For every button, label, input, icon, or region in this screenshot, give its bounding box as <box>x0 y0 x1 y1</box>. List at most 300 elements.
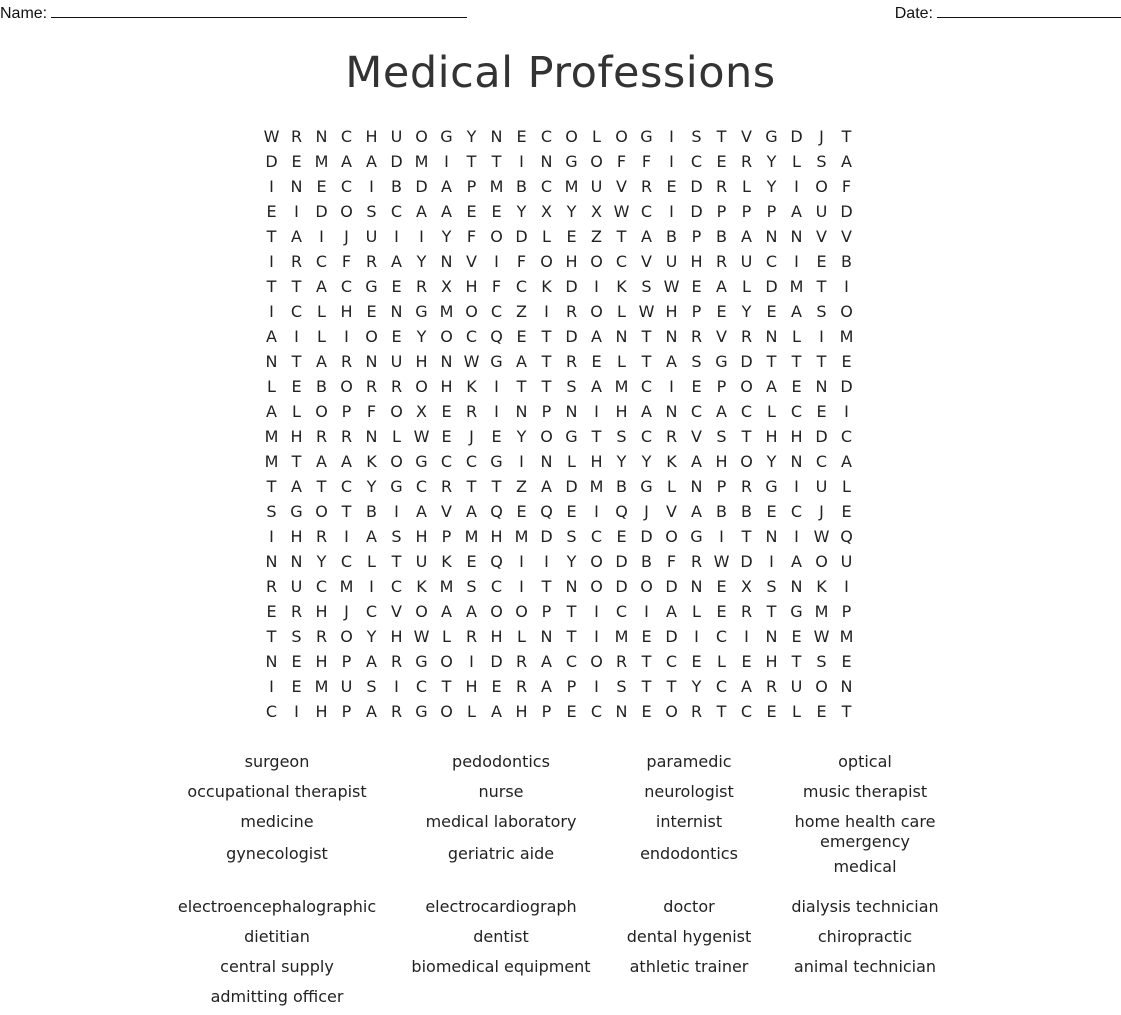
grid-letter: O <box>340 377 353 396</box>
grid-letter: F <box>641 152 652 171</box>
grid-letter: H <box>490 627 503 646</box>
grid-letter: U <box>340 677 353 696</box>
grid-letter: P <box>341 402 352 421</box>
grid-letter: A <box>791 302 802 321</box>
grid-letter: M <box>439 577 454 596</box>
grid-letter: I <box>844 577 849 596</box>
grid-letter: F <box>466 227 477 246</box>
grid-letter: M <box>789 277 804 296</box>
grid-letter: O <box>740 452 753 471</box>
grid-letter: G <box>640 127 653 146</box>
grid-letter: C <box>565 652 578 671</box>
grid-letter: S <box>366 677 377 696</box>
grid-letter: I <box>644 602 649 621</box>
grid-letter: R <box>690 702 703 721</box>
grid-letter: P <box>741 202 752 221</box>
word-list-item: gynecologist <box>226 844 328 863</box>
grid-letter: R <box>340 427 353 446</box>
grid-letter: H <box>790 427 803 446</box>
grid-letter: S <box>816 652 827 671</box>
grid-letter: V <box>666 502 677 521</box>
grid-letter: R <box>390 652 403 671</box>
grid-letter: A <box>741 227 752 246</box>
grid-letter: T <box>566 602 577 621</box>
grid-letter: R <box>515 652 528 671</box>
grid-letter: A <box>691 452 702 471</box>
grid-letter: A <box>766 377 777 396</box>
grid-letter: D <box>815 427 828 446</box>
name-blank-line[interactable] <box>51 3 467 18</box>
word-list-item: athletic trainer <box>629 957 749 976</box>
grid-letter: R <box>690 327 703 346</box>
grid-letter: C <box>340 477 353 496</box>
grid-letter: R <box>465 627 478 646</box>
grid-letter: E <box>291 677 302 696</box>
grid-letter: O <box>465 302 478 321</box>
grid-letter: T <box>541 377 552 396</box>
grid-letter: H <box>340 302 353 321</box>
grid-letter: T <box>391 552 402 571</box>
grid-letter: O <box>440 652 453 671</box>
grid-letter: H <box>415 352 428 371</box>
grid-letter: E <box>291 152 302 171</box>
grid-letter: C <box>765 252 778 271</box>
grid-letter: H <box>765 652 778 671</box>
grid-letter: I <box>594 677 599 696</box>
grid-letter: T <box>466 152 477 171</box>
grid-letter: E <box>491 677 502 696</box>
grid-letter: V <box>466 252 477 271</box>
grid-letter: C <box>840 427 853 446</box>
grid-letter: T <box>291 352 302 371</box>
grid-letter: A <box>591 377 602 396</box>
word-list-item: geriatric aide <box>447 844 555 863</box>
grid-letter: L <box>567 452 576 471</box>
grid-letter: I <box>844 277 849 296</box>
grid-letter: V <box>691 427 702 446</box>
grid-letter: T <box>441 677 452 696</box>
grid-letter: R <box>365 252 378 271</box>
grid-letter: R <box>315 627 328 646</box>
grid-letter: A <box>716 277 727 296</box>
grid-letter: M <box>314 677 329 696</box>
grid-letter: D <box>565 477 578 496</box>
grid-letter: U <box>815 477 828 496</box>
grid-letter: Y <box>466 127 477 146</box>
grid-letter: I <box>319 227 324 246</box>
grid-letter: O <box>490 227 503 246</box>
grid-letter: C <box>640 377 653 396</box>
grid-letter: R <box>740 602 753 621</box>
grid-letter: C <box>390 202 403 221</box>
grid-letter: G <box>490 452 503 471</box>
grid-letter: L <box>267 377 276 396</box>
grid-letter: C <box>540 177 553 196</box>
grid-letter: O <box>815 552 828 571</box>
grid-letter: I <box>369 577 374 596</box>
grid-letter: H <box>665 302 678 321</box>
grid-letter: I <box>444 152 449 171</box>
grid-letter: W <box>413 627 430 646</box>
grid-letter: Y <box>691 677 702 696</box>
grid-letter: M <box>614 627 629 646</box>
grid-letter: I <box>794 177 799 196</box>
date-field[interactable] <box>895 3 1121 23</box>
grid-letter: O <box>590 302 603 321</box>
grid-letter: I <box>719 527 724 546</box>
grid-letter: E <box>491 427 502 446</box>
grid-letter: O <box>390 452 403 471</box>
grid-letter: C <box>640 427 653 446</box>
grid-letter: I <box>794 477 799 496</box>
grid-letter: X <box>416 402 427 421</box>
grid-letter: N <box>290 177 303 196</box>
grid-letter: A <box>341 152 352 171</box>
grid-letter: U <box>590 177 603 196</box>
grid-letter: E <box>716 302 727 321</box>
grid-letter: X <box>741 577 752 596</box>
grid-letter: C <box>390 577 403 596</box>
grid-letter: L <box>592 127 601 146</box>
grid-letter: W <box>413 427 430 446</box>
grid-letter: Y <box>741 302 752 321</box>
grid-letter: D <box>540 527 553 546</box>
word-list-item: chiropractic <box>817 927 913 946</box>
grid-letter: R <box>565 302 578 321</box>
grid-letter: R <box>690 552 703 571</box>
grid-letter: H <box>390 627 403 646</box>
grid-letter: I <box>544 552 549 571</box>
grid-letter: I <box>519 152 524 171</box>
grid-letter: A <box>416 502 427 521</box>
grid-letter: T <box>591 427 602 446</box>
grid-letter: A <box>591 327 602 346</box>
grid-letter: H <box>440 377 453 396</box>
grid-letter: H <box>715 452 728 471</box>
grid-letter: Y <box>316 552 327 571</box>
grid-letter: S <box>266 502 277 521</box>
grid-letter: I <box>269 302 274 321</box>
grid-letter: G <box>290 502 303 521</box>
grid-letter: A <box>641 402 652 421</box>
word-list-item: dentist <box>473 927 529 946</box>
grid-letter: A <box>541 652 552 671</box>
grid-letter: G <box>390 477 403 496</box>
grid-letter: Z <box>516 477 527 496</box>
grid-letter: R <box>615 652 628 671</box>
grid-letter: A <box>316 277 327 296</box>
grid-letter: N <box>790 452 803 471</box>
grid-letter: R <box>265 577 278 596</box>
grid-letter: T <box>741 527 752 546</box>
grid-letter: K <box>416 577 427 596</box>
word-list-item: endodontics <box>640 844 738 863</box>
grid-letter: O <box>415 127 428 146</box>
grid-letter: N <box>365 427 378 446</box>
grid-letter: R <box>740 477 753 496</box>
grid-letter: U <box>415 552 428 571</box>
grid-letter: I <box>269 677 274 696</box>
date-blank-line[interactable] <box>937 3 1121 18</box>
word-list-item: central supply <box>220 957 334 976</box>
grid-letter: C <box>790 502 803 521</box>
grid-letter: S <box>766 577 777 596</box>
grid-letter: N <box>440 352 453 371</box>
grid-letter: A <box>316 352 327 371</box>
grid-letter: L <box>792 152 801 171</box>
grid-letter: A <box>466 502 477 521</box>
grid-letter: C <box>690 402 703 421</box>
grid-letter: I <box>494 377 499 396</box>
name-label: Name: <box>0 5 48 22</box>
grid-letter: B <box>666 227 677 246</box>
grid-letter: E <box>816 252 827 271</box>
grid-letter: E <box>716 602 727 621</box>
grid-letter: A <box>291 477 302 496</box>
grid-letter: E <box>566 502 577 521</box>
grid-letter: F <box>616 152 627 171</box>
grid-letter: P <box>466 177 477 196</box>
grid-letter: H <box>290 427 303 446</box>
grid-letter: B <box>841 252 852 271</box>
grid-letter: B <box>716 227 727 246</box>
grid-letter: A <box>366 527 377 546</box>
grid-letter: A <box>541 477 552 496</box>
grid-letter: Y <box>566 202 577 221</box>
grid-letter: E <box>841 352 852 371</box>
grid-letter: K <box>616 277 627 296</box>
grid-letter: C <box>290 302 303 321</box>
grid-letter: D <box>565 277 578 296</box>
grid-letter: N <box>615 702 628 721</box>
grid-letter: A <box>391 252 402 271</box>
grid-letter: V <box>741 127 752 146</box>
grid-letter: C <box>615 252 628 271</box>
grid-letter: O <box>340 202 353 221</box>
grid-letter: F <box>341 252 352 271</box>
grid-letter: K <box>366 452 377 471</box>
grid-letter: F <box>841 177 852 196</box>
grid-letter: P <box>691 227 702 246</box>
grid-letter: O <box>640 577 653 596</box>
grid-letter: T <box>816 277 827 296</box>
grid-letter: H <box>615 402 628 421</box>
grid-letter: Q <box>615 502 628 521</box>
word-list-item: biomedical equipment <box>411 957 591 976</box>
grid-letter: T <box>266 477 277 496</box>
grid-letter: K <box>541 277 552 296</box>
grid-letter: F <box>491 277 502 296</box>
grid-letter: A <box>741 677 752 696</box>
grid-letter: N <box>565 577 578 596</box>
grid-letter: X <box>541 202 552 221</box>
grid-letter: T <box>716 127 727 146</box>
grid-letter: L <box>742 177 751 196</box>
grid-letter: H <box>415 527 428 546</box>
grid-letter: O <box>665 527 678 546</box>
grid-letter: N <box>765 327 778 346</box>
grid-letter: T <box>341 502 352 521</box>
grid-letter: A <box>841 152 852 171</box>
grid-letter: R <box>340 352 353 371</box>
grid-letter: R <box>765 677 778 696</box>
grid-letter: G <box>765 477 778 496</box>
grid-letter: R <box>390 702 403 721</box>
grid-letter: P <box>541 602 552 621</box>
grid-letter: I <box>769 552 774 571</box>
grid-letter: K <box>816 577 827 596</box>
grid-letter: H <box>590 452 603 471</box>
grid-letter: R <box>365 377 378 396</box>
grid-letter: I <box>369 177 374 196</box>
grid-letter: T <box>641 352 652 371</box>
grid-letter: P <box>716 477 727 496</box>
grid-letter: N <box>440 252 453 271</box>
grid-letter: W <box>613 202 630 221</box>
grid-letter: L <box>617 302 626 321</box>
word-list-item: emergency medical <box>820 832 910 876</box>
grid-letter: I <box>594 502 599 521</box>
grid-letter: N <box>540 627 553 646</box>
grid-letter: E <box>791 627 802 646</box>
grid-letter: Q <box>490 552 503 571</box>
word-list-item: dietitian <box>244 927 310 946</box>
grid-letter: H <box>365 127 378 146</box>
grid-letter: O <box>540 252 553 271</box>
grid-letter: N <box>390 302 403 321</box>
grid-letter: P <box>716 377 727 396</box>
grid-letter: A <box>266 327 277 346</box>
grid-letter: T <box>841 127 852 146</box>
grid-letter: Q <box>540 502 553 521</box>
grid-letter: D <box>665 577 678 596</box>
grid-letter: I <box>669 377 674 396</box>
grid-letter: J <box>469 427 474 446</box>
grid-letter: A <box>366 152 377 171</box>
word-list-item: doctor <box>663 897 715 916</box>
grid-letter: S <box>616 677 627 696</box>
grid-letter: B <box>641 552 652 571</box>
grid-letter: H <box>765 427 778 446</box>
grid-letter: A <box>441 202 452 221</box>
grid-letter: S <box>641 277 652 296</box>
grid-letter: P <box>566 677 577 696</box>
grid-letter: R <box>315 427 328 446</box>
grid-letter: D <box>790 127 803 146</box>
grid-letter: D <box>515 227 528 246</box>
grid-letter: U <box>815 202 828 221</box>
grid-letter: S <box>291 627 302 646</box>
grid-letter: H <box>290 527 303 546</box>
grid-letter: Y <box>366 477 377 496</box>
grid-letter: K <box>466 377 477 396</box>
grid-letter: S <box>466 577 477 596</box>
grid-letter: T <box>466 477 477 496</box>
grid-letter: U <box>790 677 803 696</box>
grid-letter: N <box>665 402 678 421</box>
grid-letter: H <box>490 527 503 546</box>
grid-letter: R <box>640 177 653 196</box>
grid-letter: N <box>265 652 278 671</box>
grid-letter: O <box>315 502 328 521</box>
grid-letter: D <box>690 202 703 221</box>
grid-letter: L <box>317 327 326 346</box>
grid-letter: T <box>766 352 777 371</box>
word-list-item: electroencephalographic <box>177 897 377 916</box>
grid-letter: O <box>440 327 453 346</box>
grid-letter: A <box>266 402 277 421</box>
word-list-item: occupational therapist <box>187 782 367 801</box>
grid-letter: E <box>291 652 302 671</box>
grid-letter: B <box>741 502 752 521</box>
grid-letter: Z <box>516 302 527 321</box>
word-list-item: internist <box>655 812 723 831</box>
grid-letter: M <box>814 602 829 621</box>
grid-letter: P <box>341 702 352 721</box>
grid-letter: O <box>740 377 753 396</box>
grid-letter: U <box>390 127 403 146</box>
grid-letter: R <box>440 477 453 496</box>
grid-letter: M <box>314 152 329 171</box>
grid-letter: T <box>291 452 302 471</box>
grid-letter: E <box>516 327 527 346</box>
grid-letter: E <box>316 177 327 196</box>
grid-letter: C <box>340 277 353 296</box>
grid-letter: W <box>463 352 480 371</box>
grid-letter: Y <box>516 202 527 221</box>
grid-letter: C <box>515 277 528 296</box>
grid-letter: U <box>290 577 303 596</box>
grid-letter: M <box>414 152 429 171</box>
grid-letter: O <box>590 577 603 596</box>
grid-letter: R <box>740 152 753 171</box>
grid-letter: I <box>794 252 799 271</box>
grid-letter: I <box>669 202 674 221</box>
grid-letter: T <box>516 377 527 396</box>
grid-letter: V <box>816 227 827 246</box>
grid-letter: H <box>315 702 328 721</box>
grid-letter: J <box>819 127 824 146</box>
grid-letter: I <box>544 302 549 321</box>
grid-letter: C <box>690 152 703 171</box>
grid-letter: A <box>791 552 802 571</box>
grid-letter: S <box>816 302 827 321</box>
grid-letter: G <box>415 452 428 471</box>
grid-letter: G <box>640 477 653 496</box>
grid-letter: P <box>341 652 352 671</box>
grid-letter: Y <box>566 552 577 571</box>
grid-letter: J <box>344 227 349 246</box>
grid-letter: I <box>394 677 399 696</box>
grid-letter: E <box>716 152 727 171</box>
name-field[interactable] <box>0 3 467 23</box>
grid-letter: T <box>541 577 552 596</box>
page-title: Medical Professions <box>345 48 776 98</box>
grid-letter: C <box>715 627 728 646</box>
grid-letter: R <box>290 252 303 271</box>
grid-letter: G <box>415 652 428 671</box>
grid-letter: M <box>839 327 854 346</box>
grid-letter: C <box>490 577 503 596</box>
grid-letter: E <box>741 652 752 671</box>
grid-letter: D <box>390 152 403 171</box>
grid-letter: T <box>541 352 552 371</box>
grid-letter: Y <box>766 177 777 196</box>
grid-letter: I <box>669 152 674 171</box>
grid-letter: I <box>344 327 349 346</box>
grid-letter: I <box>694 627 699 646</box>
grid-letter: O <box>365 327 378 346</box>
